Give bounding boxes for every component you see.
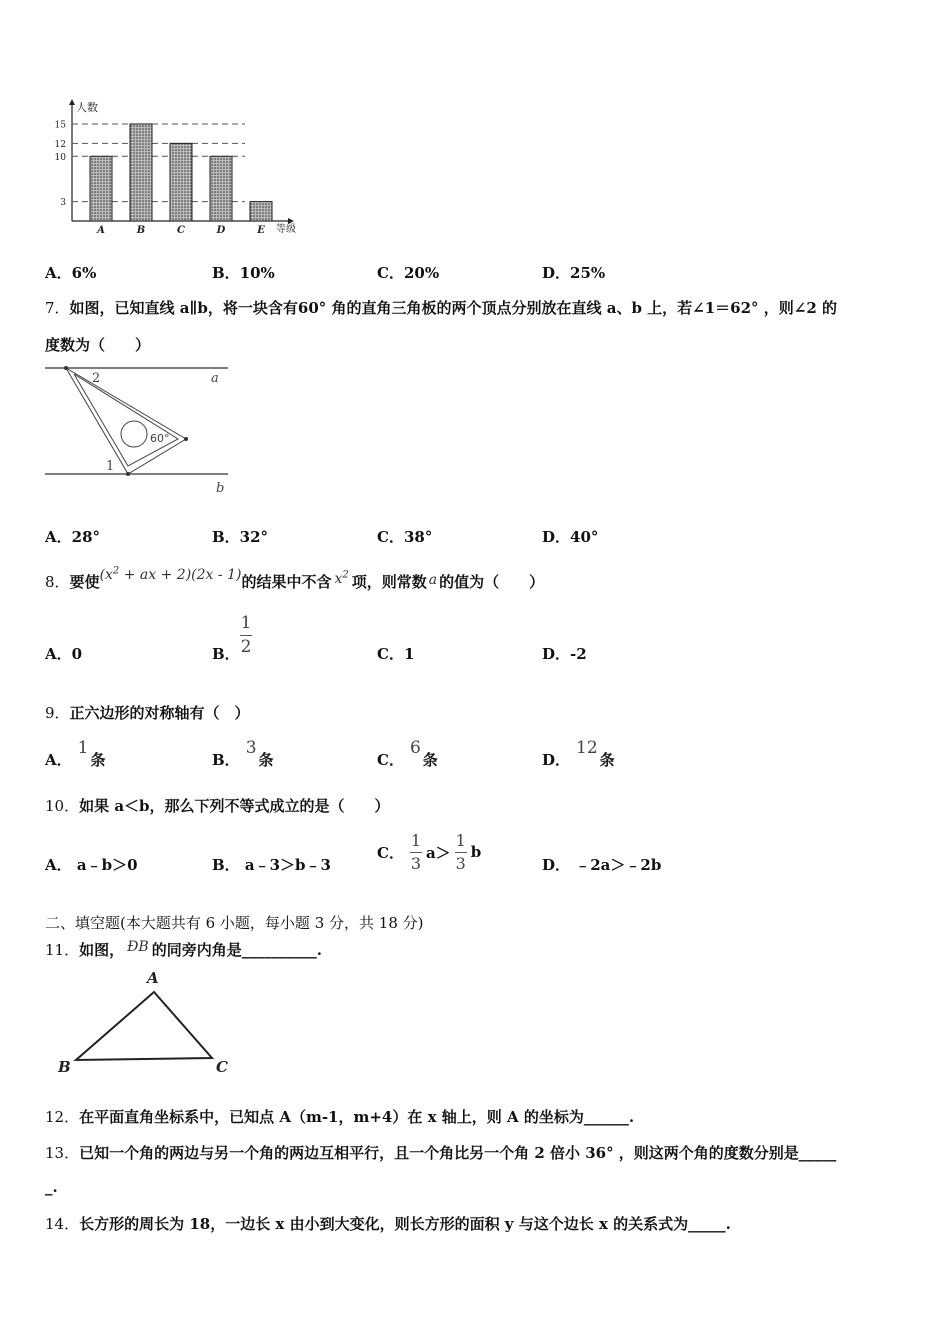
q13-number: 13． [45, 1144, 80, 1162]
label-angle-2: 2 [92, 371, 101, 386]
triangle-abc [76, 992, 212, 1060]
q11-question [45, 939, 322, 960]
q10-number: 10． [45, 797, 80, 815]
bar-B [130, 124, 152, 221]
q10-question [45, 795, 390, 816]
bar-chart [40, 95, 320, 245]
bar-C [170, 143, 192, 221]
q9-option-d: D．12条 [542, 738, 615, 769]
bar-E [250, 202, 272, 221]
q7-option-d: D．40° [542, 528, 599, 546]
q8-x-squared: $x^2$ [334, 569, 349, 587]
x-tick-label: B [136, 225, 146, 236]
q14-number: 14． [45, 1215, 80, 1233]
vertex-label-b: B [58, 1058, 71, 1076]
q8-end: 的值为（ ） [439, 573, 545, 591]
x-axis-label: 等级 [276, 224, 296, 235]
q8-option-c: C．1 [377, 645, 415, 663]
q8-option-d: D．-2 [542, 645, 587, 663]
q11-triangle-figure [50, 965, 240, 1080]
q9-text: 正六边形的对称轴有（ ） [69, 704, 250, 722]
y-tick-label: 12 [54, 139, 66, 150]
q8-post: 项，则常数 [351, 573, 427, 591]
q8-question [45, 565, 545, 592]
y-tick-label: 10 [54, 152, 66, 163]
q9-question [45, 702, 250, 723]
label-a: a [211, 371, 219, 386]
y-axis-arrow [69, 99, 75, 105]
q13-text: 已知一个角的两边与另一个角的两边互相平行，且一个角比另一个角 2 倍小 36° ，则这两个角的度数分别是_____ [79, 1144, 837, 1162]
q10-option-d: D． ﹣2a＞﹣2b [542, 856, 662, 874]
vertex-label-a: A [147, 969, 159, 987]
label-b: b [216, 481, 225, 496]
q8-var-a: a [428, 572, 438, 588]
q8-option-a: A．0 [45, 645, 83, 663]
q10-text: 如果 a＜b，那么下列不等式成立的是（ ） [79, 797, 390, 815]
q7-option-b: B．32° [212, 528, 269, 546]
q8-number: 8． [45, 573, 70, 591]
q9-option-b: B．3条 [212, 738, 274, 769]
q12-number: 12． [45, 1108, 80, 1126]
triangle [66, 368, 186, 474]
bar-D [210, 156, 232, 221]
x-tick-label: D [216, 225, 226, 236]
triangle-hole [121, 421, 147, 447]
q7-figure [40, 360, 240, 500]
q7-text-line2: 度数为（ ） [45, 336, 151, 354]
q6-option-b: B．10% [212, 264, 275, 282]
q6-option-a: A．6% [45, 264, 97, 282]
q13-question [45, 1142, 836, 1163]
x-tick-label: A [97, 225, 105, 236]
q9-number: 9． [45, 704, 70, 722]
q7-text: 如图，已知直线 a∥b，将一块含有60° 角的直角三角板的两个顶点分别放在直线 a、b 上，若∠1＝62° ，则∠2 的 [69, 299, 837, 317]
q8-mid: 的结果中不含 [241, 573, 332, 591]
q7-question [45, 297, 837, 318]
q13-tail: _. [45, 1178, 58, 1196]
q8-option-b: B． [212, 645, 240, 663]
q8-expression: ($x^2$ + ax + 2)(2x - 1) [99, 565, 242, 583]
section-title: 二、填空题(本大题共有 6 小题，每小题 3 分，共 18 分) [45, 914, 424, 932]
q14-text: 长方形的周长为 18，一边长 x 由小到大变化，则长方形的面积 y 与这个边长 x 的关系式为_____. [79, 1215, 731, 1233]
triangle-inner [74, 374, 178, 466]
q12-question [45, 1106, 634, 1127]
vertex-label-c: C [216, 1058, 228, 1076]
q8-pre: 要使 [69, 573, 100, 591]
q6-option-c: C．20% [377, 264, 440, 282]
q7-number: 7． [45, 299, 70, 317]
q7-option-a: A．28° [45, 528, 101, 546]
vertex-bottom [126, 472, 130, 476]
vertex-right [184, 437, 188, 441]
y-tick-label: 3 [60, 198, 66, 209]
bar-A [90, 156, 112, 221]
x-tick-label: E [257, 225, 265, 236]
q10-option-c: C． $\frac{1}{3}$ a＞ $\frac{1}{3}$ b [377, 830, 482, 873]
q7-option-c: C．38° [377, 528, 433, 546]
y-tick-label: 15 [54, 120, 66, 131]
q9-option-a: A．1条 [45, 738, 106, 769]
q11-post: 的同旁内角是__________. [151, 941, 322, 959]
q12-text: 在平面直角坐标系中，已知点 A（m-1，m+4）在 x 轴上，则 A 的坐标为______. [79, 1108, 635, 1126]
q10-option-b: B． a﹣3＞b﹣3 [212, 856, 331, 874]
q9-option-c: C．6条 [377, 738, 438, 769]
q6-option-d: D．25% [542, 264, 606, 282]
x-tick-label: C [177, 225, 185, 236]
q11-pre: 如图， [79, 941, 125, 959]
y-axis-label: 人数 [76, 101, 98, 114]
q14-question [45, 1213, 731, 1234]
label-angle-1: 1 [106, 459, 115, 474]
q11-number: 11． [45, 941, 80, 959]
q10-option-a: A． a﹣b＞0 [45, 856, 138, 874]
label-60: 60° [150, 432, 170, 445]
q8-option-b-fraction: $\frac{1}{2}$ [240, 613, 252, 657]
q11-angle: ÐB [127, 939, 149, 955]
vertex-top [64, 366, 68, 370]
